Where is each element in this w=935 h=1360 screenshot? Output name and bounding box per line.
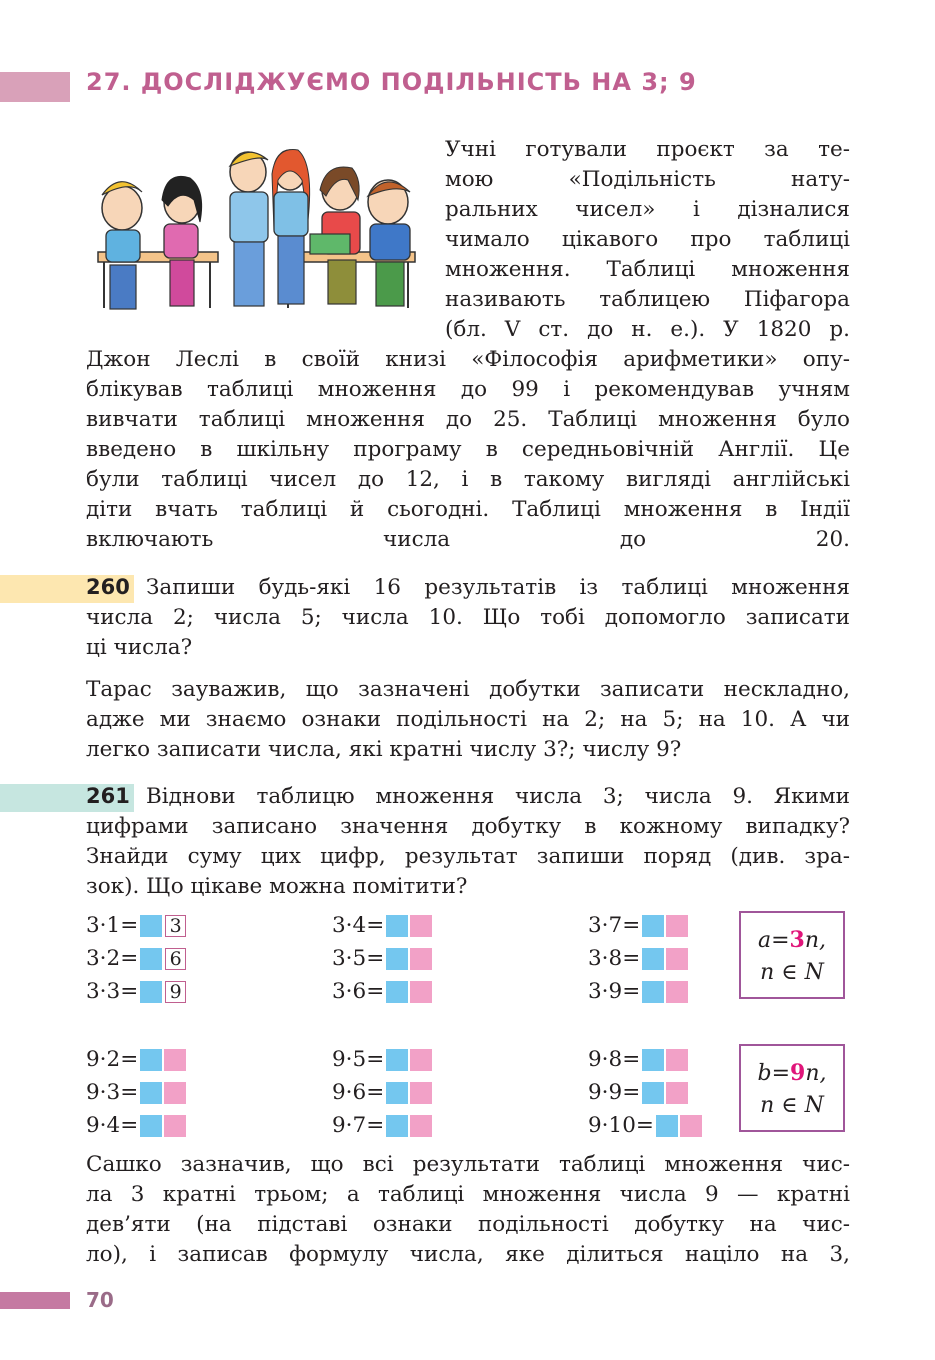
formula-n: n, (805, 1061, 827, 1086)
formula-box-b (739, 1044, 845, 1132)
intro-paragraph-bottom (86, 345, 850, 555)
header-color-bar (0, 72, 70, 102)
exercise-261-line: цифрами записано значення добутку в кожному випадку? (86, 814, 850, 839)
intro-paragraph-top (445, 135, 850, 345)
table9-row (332, 1109, 432, 1142)
answer-cell-blue[interactable] (642, 915, 664, 937)
answer-cell-blue[interactable] (140, 915, 162, 937)
expression: 9·5= (332, 1047, 385, 1072)
formula-a-line (741, 924, 843, 957)
intro-line: діти вчать таблиці й сьогодні. Таблиці множення в Індії (86, 497, 850, 522)
intro-line: (бл. V ст. до н. е.). У 1820 р. (445, 317, 850, 342)
expression: 9·9= (588, 1080, 641, 1105)
table9-row (332, 1076, 432, 1109)
table9-row (588, 1043, 702, 1076)
page-number: 70 (86, 1288, 114, 1312)
table9-row (86, 1076, 186, 1109)
table3-col1 (86, 909, 186, 1008)
answer-cell-pink[interactable] (164, 1049, 186, 1071)
formula-variable: a (757, 928, 772, 953)
answer-cell-blue[interactable] (140, 1049, 162, 1071)
sashko-line: ла 3 кратні трьом; а таблиці множення числа 9 — кратні (86, 1182, 850, 1207)
intro-line: включають числа до 20. (86, 527, 850, 552)
expression: 3·8= (588, 946, 641, 971)
expression: 9·8= (588, 1047, 641, 1072)
answer-cell-blue[interactable] (140, 1082, 162, 1104)
table9-row (86, 1043, 186, 1076)
exercise-260-number: 260 (86, 575, 130, 599)
intro-line: блікував таблиці множення до 99 і рекомендував учням (86, 377, 850, 402)
answer-cell-pink[interactable] (666, 1082, 688, 1104)
answer-cell-pink[interactable] (666, 981, 688, 1003)
answer-cell-pink[interactable] (164, 1115, 186, 1137)
table3-row (588, 942, 688, 975)
expression: 9·4= (86, 1113, 139, 1138)
table3-col3 (588, 909, 688, 1008)
sashko-line: ло), і записав формулу числа, яке ділиться націло на 3, (86, 1242, 850, 1267)
taras-line: легко записати числа, які кратні числу 3?; числу 9? (86, 737, 682, 762)
sample-answer: 9 (165, 981, 186, 1003)
answer-cell-blue[interactable] (386, 1082, 408, 1104)
answer-cell-pink[interactable] (666, 915, 688, 937)
answer-cell-blue[interactable] (140, 1115, 162, 1137)
answer-cell-pink[interactable] (164, 1082, 186, 1104)
formula-equals: = (771, 928, 790, 953)
table3-col2 (332, 909, 432, 1008)
table3-row (332, 909, 432, 942)
taras-line: Тарас зауважив, що зазначені добутки записати нескладно, (86, 677, 850, 702)
answer-cell-pink[interactable] (666, 948, 688, 970)
answer-cell-pink[interactable] (410, 981, 432, 1003)
expression: 3·9= (588, 979, 641, 1004)
answer-cell-blue[interactable] (642, 1082, 664, 1104)
exercise-261-line: зок). Що цікаве можна помітити? (86, 874, 468, 899)
answer-cell-pink[interactable] (410, 1082, 432, 1104)
answer-cell-blue[interactable] (656, 1115, 678, 1137)
formula-box-a (739, 911, 845, 999)
formula-coefficient: 3 (789, 927, 805, 953)
expression: 3·7= (588, 913, 641, 938)
table9-col3 (588, 1043, 702, 1142)
intro-line: Джон Леслі в своїй книзі «Філософія арифметики» опу- (86, 347, 850, 372)
answer-cell-blue[interactable] (386, 948, 408, 970)
table9-col2 (332, 1043, 432, 1142)
table3-row (86, 909, 186, 942)
table3-row (588, 975, 688, 1008)
intro-line: були таблиці чисел до 12, і в такому вигляді англійські (86, 467, 850, 492)
table3-row (86, 975, 186, 1008)
table9-col1 (86, 1043, 186, 1142)
expression: 9·2= (86, 1047, 139, 1072)
expression: 9·3= (86, 1080, 139, 1105)
table9-row (332, 1043, 432, 1076)
table9-row (588, 1109, 702, 1142)
formula-b-domain: n ∈ N (760, 1093, 824, 1118)
sashko-line: Сашко зазначив, що всі результати таблиці множення чис- (86, 1152, 850, 1177)
answer-cell-pink[interactable] (410, 1115, 432, 1137)
expression: 3·2= (86, 946, 139, 971)
expression: 3·3= (86, 979, 139, 1004)
answer-cell-blue[interactable] (386, 981, 408, 1003)
section-title: 27. ДОСЛІДЖУЄМО ПОДІЛЬНІСТЬ НА 3; 9 (86, 68, 697, 96)
table9-row (86, 1109, 186, 1142)
exercise-261-rest (86, 812, 850, 902)
exercise-261-line: Віднови таблицю множення числа 3; числа 9. Якими (146, 784, 850, 809)
expression: 3·4= (332, 913, 385, 938)
exercise-260-first-line (146, 573, 850, 603)
formula-n: n, (804, 928, 827, 953)
table3-row (332, 942, 432, 975)
answer-cell-pink[interactable] (666, 1049, 688, 1071)
expression: 9·7= (332, 1113, 385, 1138)
answer-cell-pink[interactable] (680, 1115, 702, 1137)
exercise-261-number: 261 (86, 784, 130, 808)
expression: 3·1= (86, 913, 139, 938)
table3-row (588, 909, 688, 942)
exercise-261-line: Знайди суму цих цифр, результат запиши поряд (див. зра- (86, 844, 850, 869)
answer-cell-pink[interactable] (410, 1049, 432, 1071)
answer-cell-blue[interactable] (642, 981, 664, 1003)
intro-line: множення. Таблиці множення (445, 257, 850, 282)
table3-row (86, 942, 186, 975)
answer-cell-blue[interactable] (386, 1049, 408, 1071)
footer-color-bar (0, 1292, 70, 1309)
taras-paragraph (86, 675, 850, 765)
answer-cell-pink[interactable] (410, 948, 432, 970)
formula-variable: b (757, 1061, 772, 1086)
expression: 9·6= (332, 1080, 385, 1105)
answer-cell-pink[interactable] (410, 915, 432, 937)
intro-line: ральних чисел» і дізналися (445, 197, 850, 222)
sample-answer: 6 (165, 948, 186, 970)
exercise-260-line: ці числа? (86, 635, 193, 660)
expression: 3·6= (332, 979, 385, 1004)
intro-line: називають таблицею Піфагора (445, 287, 850, 312)
intro-line: введено в шкільну програму в середньовічній Англії. Це (86, 437, 850, 462)
exercise-260-line: числа 2; числа 5; числа 10. Що тобі допомогло записати (86, 605, 850, 630)
exercise-260-rest (86, 603, 850, 663)
expression: 3·5= (332, 946, 385, 971)
sashko-line: дев’яти (на підставі ознаки подільності добутку на чис- (86, 1212, 850, 1237)
sample-answer: 3 (165, 915, 186, 937)
answer-cell-blue[interactable] (386, 1115, 408, 1137)
table3-row (332, 975, 432, 1008)
students-illustration (90, 140, 425, 340)
intro-line: вивчати таблиці множення до 25. Таблиці множення було (86, 407, 850, 432)
formula-equals: = (771, 1061, 791, 1086)
exercise-261-first-line (146, 782, 850, 812)
answer-cell-blue[interactable] (386, 915, 408, 937)
taras-line: адже ми знаємо ознаки подільності на 2; на 5; на 10. А чи (86, 707, 850, 732)
formula-coefficient: 9 (790, 1060, 806, 1086)
formula-b-line (741, 1057, 843, 1090)
answer-cell-blue[interactable] (140, 948, 162, 970)
answer-cell-blue[interactable] (642, 948, 664, 970)
answer-cell-blue[interactable] (642, 1049, 664, 1071)
table9-row (588, 1076, 702, 1109)
answer-cell-blue[interactable] (140, 981, 162, 1003)
intro-line: чимало цікавого про таблиці (445, 227, 850, 252)
formula-a-domain: n ∈ N (760, 960, 824, 985)
sashko-paragraph (86, 1150, 850, 1270)
expression: 9·10= (588, 1113, 654, 1138)
intro-line: Учні готували проєкт за те- (445, 137, 850, 162)
intro-line: мою «Подільність нату- (445, 167, 850, 192)
exercise-260-line: Запиши будь-які 16 результатів із таблиці множення (146, 575, 850, 600)
